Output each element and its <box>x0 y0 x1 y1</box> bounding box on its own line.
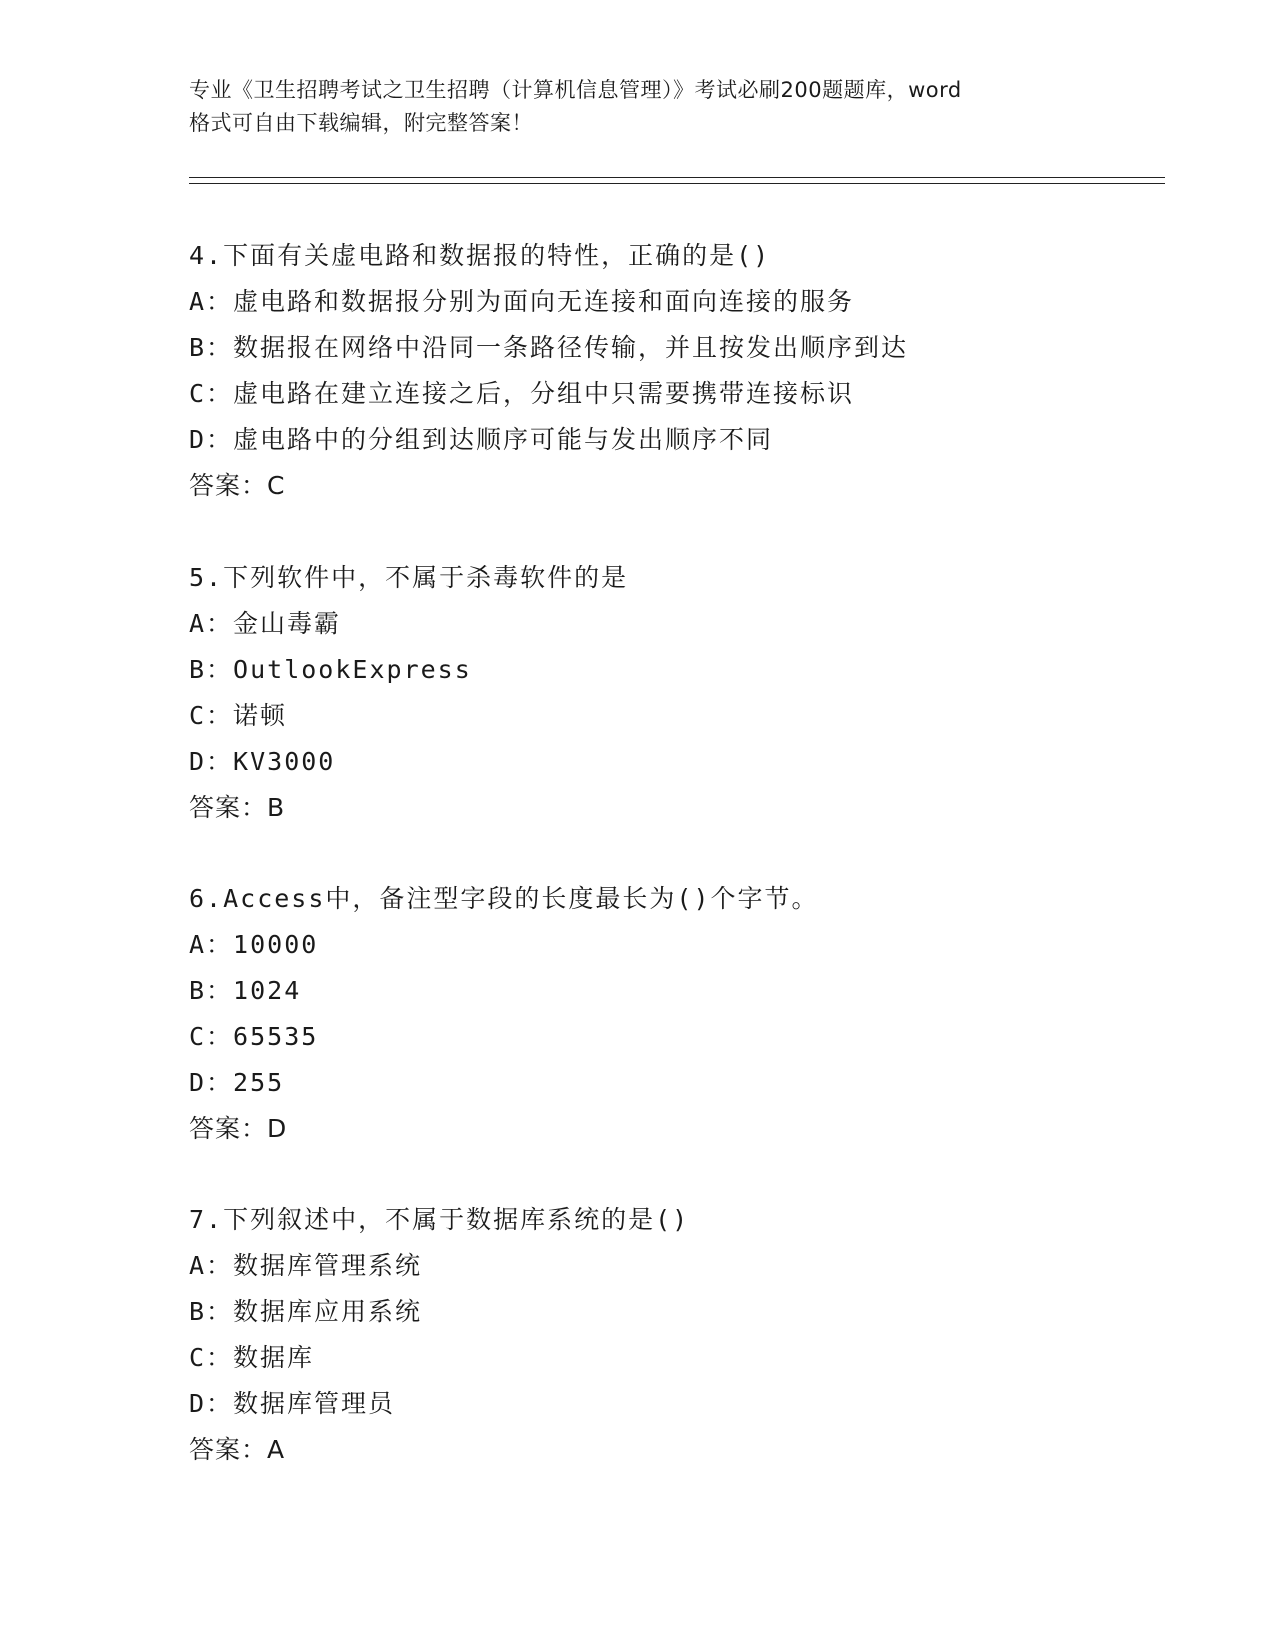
question-4 <box>189 233 1169 509</box>
answer: 答案：A <box>189 1435 286 1464</box>
question-stem: 6.Access中，备注型字段的长度最长为()个字节。 <box>189 884 819 913</box>
option-d: D：数据库管理员 <box>189 1389 396 1418</box>
header-divider-bottom <box>189 183 1165 184</box>
option-a: A：数据库管理系统 <box>189 1251 423 1280</box>
option-a: A：10000 <box>189 930 319 959</box>
option-b: B：1024 <box>189 976 302 1005</box>
answer: 答案：D <box>189 1114 288 1143</box>
answer: 答案：C <box>189 471 286 500</box>
option-c: C：65535 <box>189 1022 319 1051</box>
question-5 <box>189 555 1169 831</box>
question-stem: 7.下列叙述中，不属于数据库系统的是() <box>189 1205 690 1234</box>
question-stem: 4.下面有关虚电路和数据报的特性，正确的是() <box>189 241 771 270</box>
option-b: B：数据报在网络中沿同一条路径传输，并且按发出顺序到达 <box>189 333 909 362</box>
option-b: B：数据库应用系统 <box>189 1297 423 1326</box>
option-b: B：OutlookExpress <box>189 655 472 684</box>
option-c: C：诺顿 <box>189 701 288 730</box>
option-c: C：虚电路在建立连接之后，分组中只需要携带连接标识 <box>189 379 855 408</box>
question-6 <box>189 876 1169 1152</box>
header-line-1: 专业《卫生招聘考试之卫生招聘（计算机信息管理）》考试必刷200题题库，word <box>189 78 962 102</box>
option-c: C：数据库 <box>189 1343 315 1372</box>
option-a: A：金山毒霸 <box>189 609 342 638</box>
option-d: D：虚电路中的分组到达顺序可能与发出顺序不同 <box>189 425 774 454</box>
option-a: A：虚电路和数据报分别为面向无连接和面向连接的服务 <box>189 287 855 316</box>
option-d: D：KV3000 <box>189 747 336 776</box>
option-d: D：255 <box>189 1068 285 1097</box>
question-stem: 5.下列软件中，不属于杀毒软件的是 <box>189 563 629 592</box>
answer: 答案：B <box>189 793 286 822</box>
header-line-2: 格式可自由下载编辑，附完整答案！ <box>189 111 533 135</box>
question-7 <box>189 1197 1169 1473</box>
header-divider-top <box>189 177 1165 178</box>
document-header <box>189 74 1089 140</box>
